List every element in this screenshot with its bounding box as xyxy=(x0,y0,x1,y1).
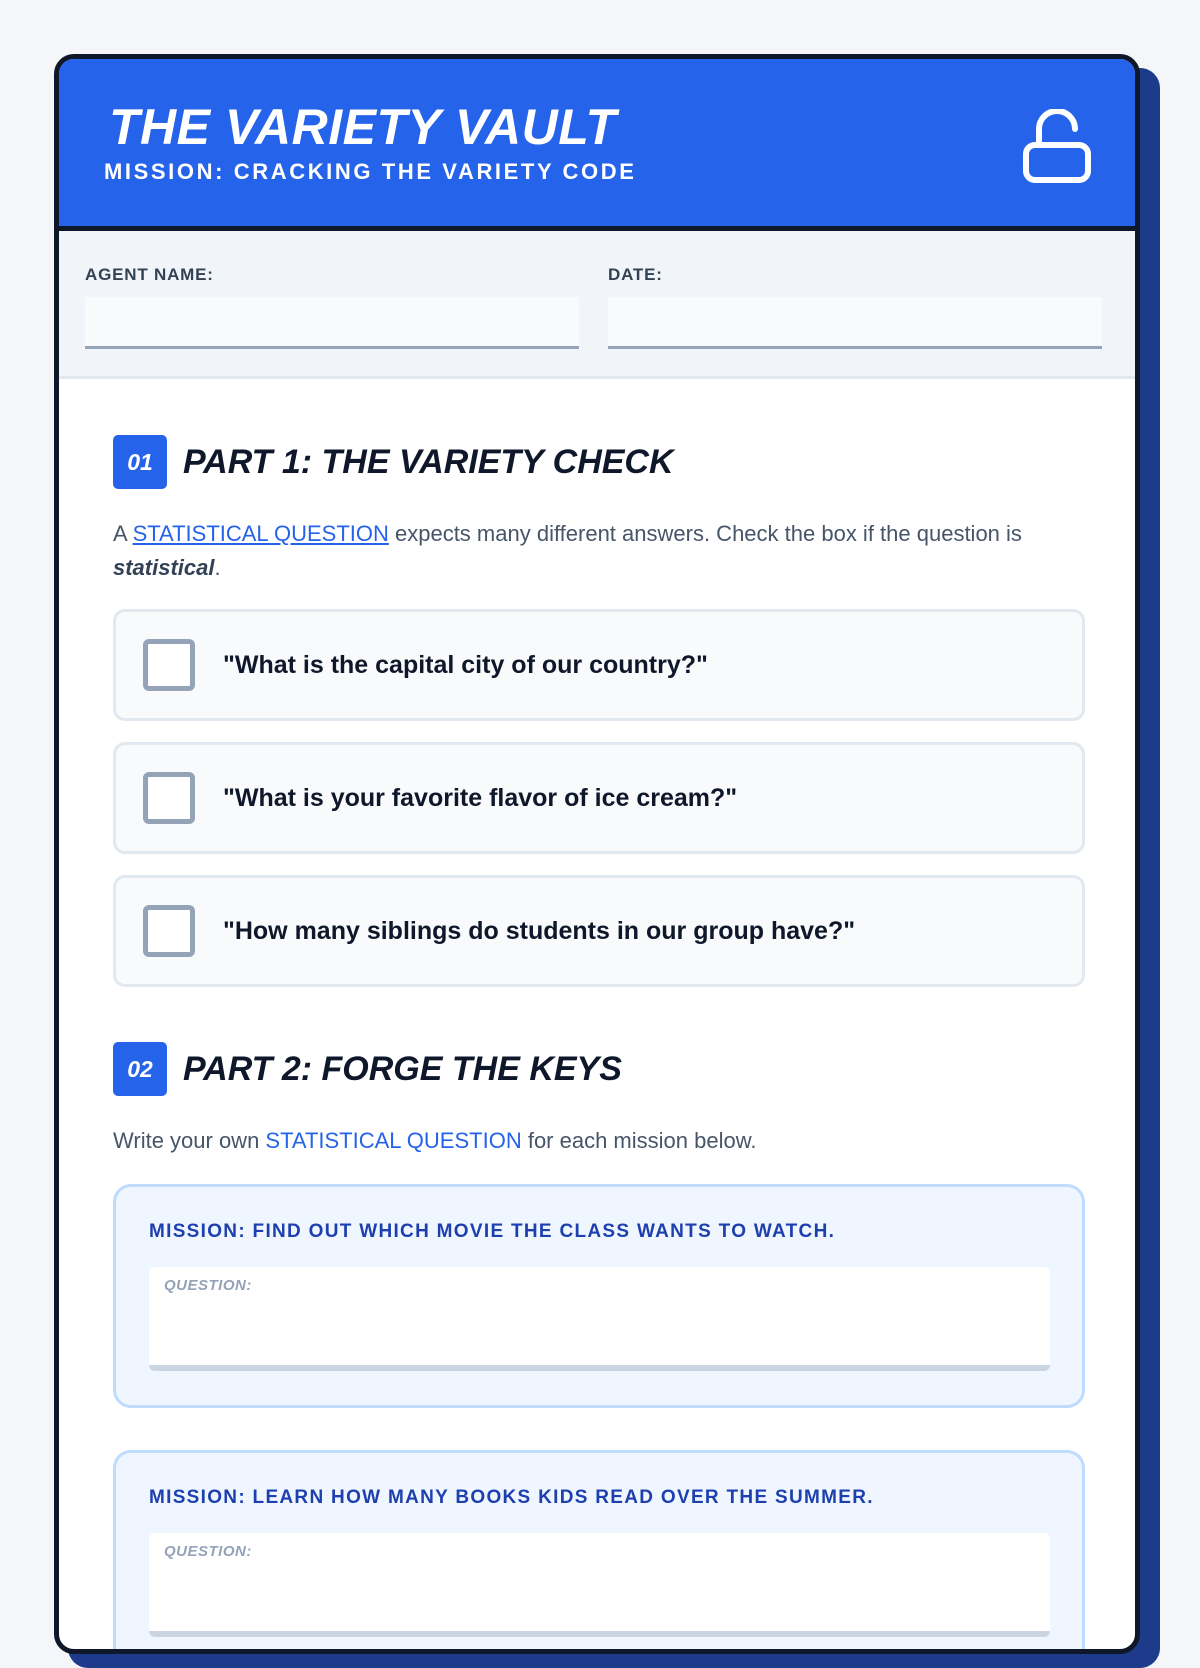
question-text: "How many siblings do students in our group have?" xyxy=(223,916,856,945)
part1-header xyxy=(113,435,674,489)
agent-name-input[interactable] xyxy=(85,297,579,349)
worksheet-card xyxy=(54,54,1140,1654)
question-item-capital[interactable] xyxy=(113,609,1085,721)
part1-intro-middle: expects many different answers. Check the box if the question is xyxy=(388,521,1022,546)
part2-intro-prefix: Write your own xyxy=(113,1128,266,1153)
question-checkbox[interactable] xyxy=(143,639,195,691)
part2-intro-suffix: for each mission below. xyxy=(521,1128,757,1153)
statistical-question-link[interactable]: STATISTICAL QUESTION xyxy=(132,521,389,546)
answer-label: QUESTION: xyxy=(164,1543,252,1560)
page-subtitle: MISSION: CRACKING THE VARIETY CODE xyxy=(104,159,637,184)
part2-number-badge: 02 xyxy=(113,1042,167,1096)
answer-area xyxy=(149,1533,1050,1637)
question-checkbox[interactable] xyxy=(143,905,195,957)
page-title: THE VARIETY VAULT xyxy=(109,99,617,155)
part1-intro-prefix: A xyxy=(113,521,133,546)
date-field-group xyxy=(608,265,1102,349)
question-answer-input[interactable] xyxy=(149,1297,1050,1361)
answer-label: QUESTION: xyxy=(164,1277,252,1294)
part2-instructions xyxy=(113,1124,1093,1158)
mission-card-books xyxy=(113,1450,1085,1654)
mission-title: MISSION: FIND OUT WHICH MOVIE THE CLASS WANTS TO WATCH. xyxy=(149,1221,836,1242)
question-text: "What is the capital city of our country?" xyxy=(223,650,708,679)
part1-title: PART 1: THE VARIETY CHECK xyxy=(183,442,674,481)
date-input[interactable] xyxy=(608,297,1102,349)
question-text: "What is your favorite flavor of ice cream?" xyxy=(223,783,738,812)
question-answer-input[interactable] xyxy=(149,1563,1050,1627)
part1-intro-emphasis: statistical xyxy=(113,555,215,580)
part2-header xyxy=(113,1042,622,1096)
question-item-siblings[interactable] xyxy=(113,875,1085,987)
date-label: DATE: xyxy=(608,265,663,284)
answer-area xyxy=(149,1267,1050,1371)
question-checkbox[interactable] xyxy=(143,772,195,824)
agent-name-label: AGENT NAME: xyxy=(85,265,214,284)
agent-name-field-group xyxy=(85,265,579,349)
part1-instructions xyxy=(113,517,1093,585)
mission-title: MISSION: LEARN HOW MANY BOOKS KIDS READ OVER THE SUMMER. xyxy=(149,1487,874,1508)
unlocked-padlock-icon xyxy=(1021,109,1093,185)
part1-intro-suffix: . xyxy=(214,555,221,580)
statistical-question-term: STATISTICAL QUESTION xyxy=(265,1128,522,1153)
part1-number-badge: 01 xyxy=(113,435,167,489)
mission-card-movie xyxy=(113,1184,1085,1408)
part2-title: PART 2: FORGE THE KEYS xyxy=(183,1049,622,1088)
header-banner xyxy=(59,59,1135,231)
agent-info-bar xyxy=(59,231,1135,379)
question-item-ice-cream[interactable] xyxy=(113,742,1085,854)
